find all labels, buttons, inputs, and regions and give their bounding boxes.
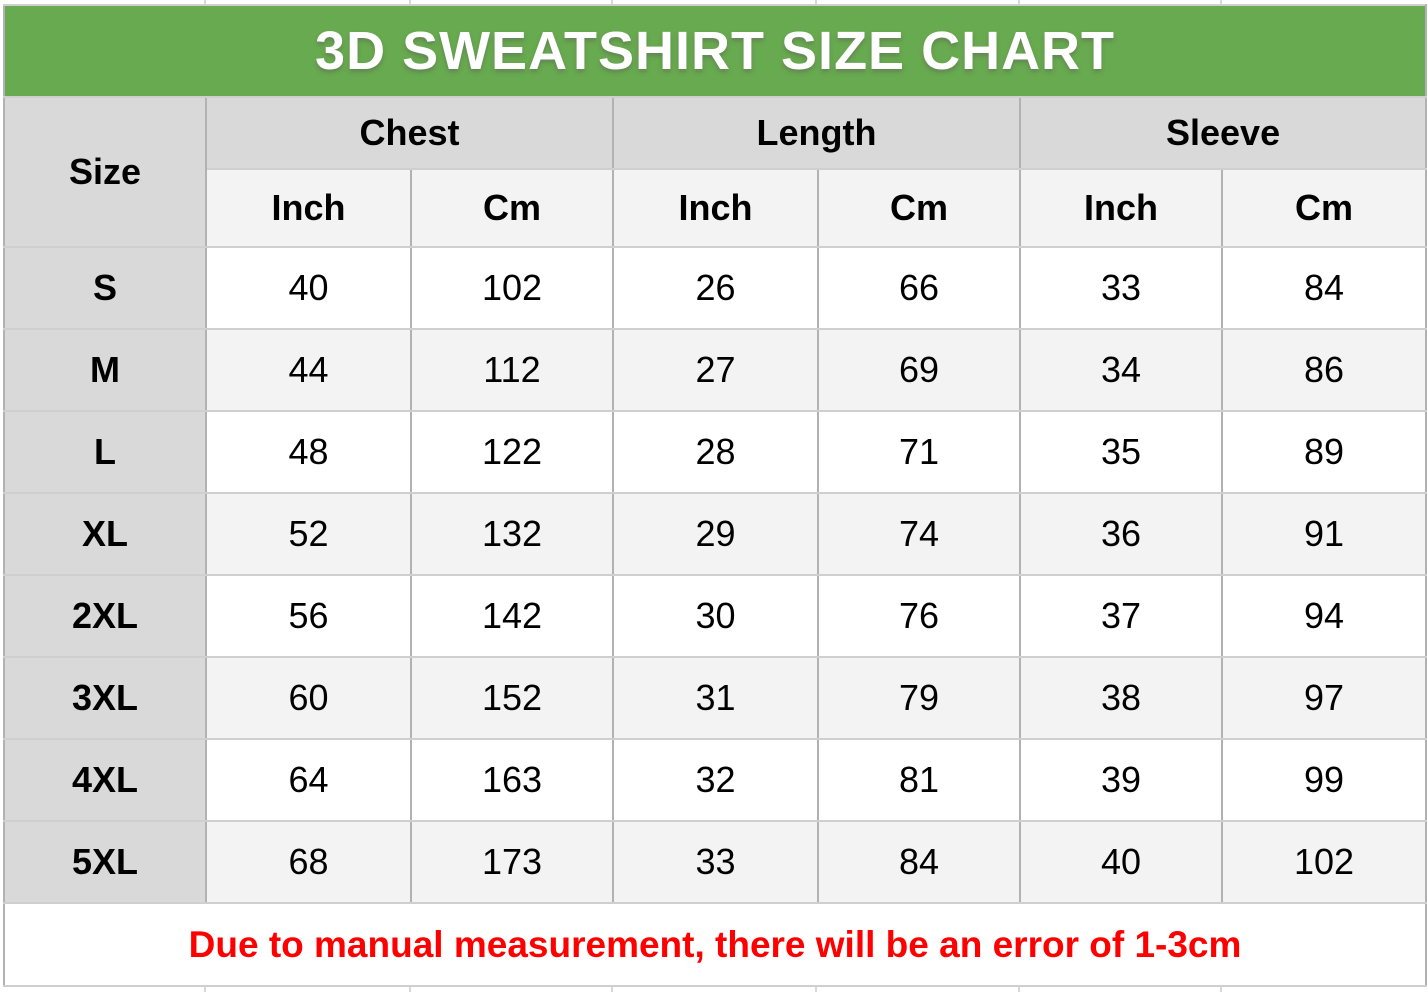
value-cell: 91 xyxy=(1222,493,1426,575)
chest-header-cell: Chest xyxy=(206,97,613,169)
value-cell: 60 xyxy=(206,657,411,739)
sleeve-header-cell: Sleeve xyxy=(1020,97,1426,169)
group-header-row xyxy=(4,97,1426,169)
spreadsheet-grid-sliver-top xyxy=(0,0,1428,4)
value-cell: 122 xyxy=(411,411,613,493)
value-cell: 39 xyxy=(1020,739,1222,821)
grid-sliver-cell xyxy=(411,987,613,992)
table-row-m xyxy=(4,329,1426,411)
value-cell: 52 xyxy=(206,493,411,575)
table-row-xl xyxy=(4,493,1426,575)
value-cell: 69 xyxy=(818,329,1020,411)
size-cell: L xyxy=(4,411,206,493)
value-cell: 99 xyxy=(1222,739,1426,821)
size-header-cell: Size xyxy=(4,97,206,247)
grid-sliver-cell xyxy=(1222,0,1428,4)
value-cell: 28 xyxy=(613,411,818,493)
value-cell: 29 xyxy=(613,493,818,575)
value-cell: 40 xyxy=(1020,821,1222,903)
value-cell: 76 xyxy=(818,575,1020,657)
value-cell: 35 xyxy=(1020,411,1222,493)
grid-sliver-cell xyxy=(817,0,1020,4)
value-cell: 66 xyxy=(818,247,1020,329)
note-row xyxy=(4,903,1426,986)
value-cell: 48 xyxy=(206,411,411,493)
value-cell: 27 xyxy=(613,329,818,411)
value-cell: 84 xyxy=(818,821,1020,903)
table-row-l xyxy=(4,411,1426,493)
title-banner xyxy=(4,5,1426,97)
value-cell: 44 xyxy=(206,329,411,411)
grid-sliver-cell xyxy=(817,987,1020,992)
grid-sliver-cell xyxy=(411,0,613,4)
value-cell: 84 xyxy=(1222,247,1426,329)
length-inch-header: Inch xyxy=(613,169,818,247)
value-cell: 79 xyxy=(818,657,1020,739)
value-cell: 142 xyxy=(411,575,613,657)
value-cell: 163 xyxy=(411,739,613,821)
value-cell: 152 xyxy=(411,657,613,739)
value-cell: 31 xyxy=(613,657,818,739)
grid-sliver-cell xyxy=(1020,0,1222,4)
value-cell: 97 xyxy=(1222,657,1426,739)
chest-cm-header: Cm xyxy=(411,169,613,247)
chest-inch-header: Inch xyxy=(206,169,411,247)
value-cell: 102 xyxy=(411,247,613,329)
sleeve-cm-header: Cm xyxy=(1222,169,1426,247)
size-cell: 4XL xyxy=(4,739,206,821)
value-cell: 34 xyxy=(1020,329,1222,411)
size-cell: M xyxy=(4,329,206,411)
title-row xyxy=(4,5,1426,97)
grid-sliver-cell xyxy=(0,987,206,992)
size-cell: S xyxy=(4,247,206,329)
value-cell: 102 xyxy=(1222,821,1426,903)
grid-sliver-cell xyxy=(1222,987,1428,992)
size-cell: 3XL xyxy=(4,657,206,739)
length-cm-header: Cm xyxy=(818,169,1020,247)
table-row-2xl xyxy=(4,575,1426,657)
value-cell: 94 xyxy=(1222,575,1426,657)
size-cell: 2XL xyxy=(4,575,206,657)
value-cell: 32 xyxy=(613,739,818,821)
table-row-4xl xyxy=(4,739,1426,821)
length-header-cell: Length xyxy=(613,97,1020,169)
size-cell: 5XL xyxy=(4,821,206,903)
grid-sliver-cell xyxy=(613,987,817,992)
value-cell: 38 xyxy=(1020,657,1222,739)
note-text: Due to manual measurement, there will be an error of 1-3cm xyxy=(188,923,1242,965)
measurement-note xyxy=(4,903,1426,986)
value-cell: 112 xyxy=(411,329,613,411)
grid-sliver-cell xyxy=(0,0,206,4)
value-cell: 89 xyxy=(1222,411,1426,493)
value-cell: 36 xyxy=(1020,493,1222,575)
table-row-3xl xyxy=(4,657,1426,739)
value-cell: 30 xyxy=(613,575,818,657)
value-cell: 37 xyxy=(1020,575,1222,657)
page-title: 3D SWEATSHIRT SIZE CHART xyxy=(315,21,1116,81)
value-cell: 56 xyxy=(206,575,411,657)
grid-sliver-cell xyxy=(206,0,411,4)
grid-sliver-cell xyxy=(613,0,817,4)
grid-sliver-cell xyxy=(206,987,411,992)
table-row-s xyxy=(4,247,1426,329)
value-cell: 64 xyxy=(206,739,411,821)
value-cell: 71 xyxy=(818,411,1020,493)
value-cell: 40 xyxy=(206,247,411,329)
value-cell: 26 xyxy=(613,247,818,329)
value-cell: 132 xyxy=(411,493,613,575)
value-cell: 68 xyxy=(206,821,411,903)
value-cell: 173 xyxy=(411,821,613,903)
size-cell: XL xyxy=(4,493,206,575)
unit-header-row xyxy=(4,169,1426,247)
spreadsheet-grid-sliver-bottom xyxy=(0,987,1428,992)
size-chart-table xyxy=(3,4,1427,987)
value-cell: 86 xyxy=(1222,329,1426,411)
value-cell: 33 xyxy=(1020,247,1222,329)
table-wrapper xyxy=(0,4,1428,987)
value-cell: 81 xyxy=(818,739,1020,821)
sleeve-inch-header: Inch xyxy=(1020,169,1222,247)
table-row-5xl xyxy=(4,821,1426,903)
value-cell: 33 xyxy=(613,821,818,903)
value-cell: 74 xyxy=(818,493,1020,575)
grid-sliver-cell xyxy=(1020,987,1222,992)
